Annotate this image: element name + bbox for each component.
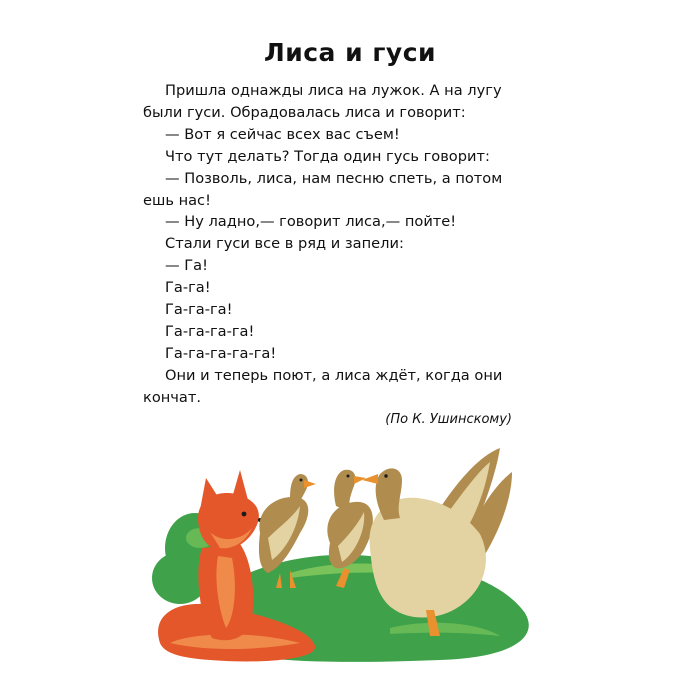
story-line: ешь нас!: [143, 191, 211, 209]
story-line: Они и теперь поют, а лиса ждёт, когда они: [165, 366, 503, 384]
story-line: кончат.: [143, 388, 201, 406]
story-line: Га-га-га-га!: [165, 322, 255, 340]
story-line: — Вот я сейчас всех вас съем!: [165, 125, 400, 143]
story-line: Стали гуси все в ряд и запели:: [165, 235, 404, 253]
story-line: Пришла однажды лиса на лужок. А на лугу: [165, 82, 502, 99]
story-line: — Ну ладно,— говорит лиса,— пойте!: [165, 213, 457, 231]
story-line: Что тут делать? Тогда один гусь говорит:: [165, 147, 490, 165]
story-attribution: (По К. Ушинскому): [385, 412, 512, 427]
story-text: [143, 80, 515, 409]
story-line: Га-га-га-га-га!: [165, 344, 277, 362]
story-title: Лиса и гуси: [263, 38, 437, 67]
story-line: — Позволь, лиса, нам песню спеть, а потом: [165, 169, 503, 187]
story-line: Га-га!: [165, 279, 211, 297]
story-line: были гуси. Обрадовалась лиса и говорит:: [143, 103, 466, 121]
story-line: — Га!: [165, 257, 208, 275]
fox-and-geese-illustration: [140, 438, 560, 668]
story-line: Га-га-га!: [165, 301, 233, 319]
